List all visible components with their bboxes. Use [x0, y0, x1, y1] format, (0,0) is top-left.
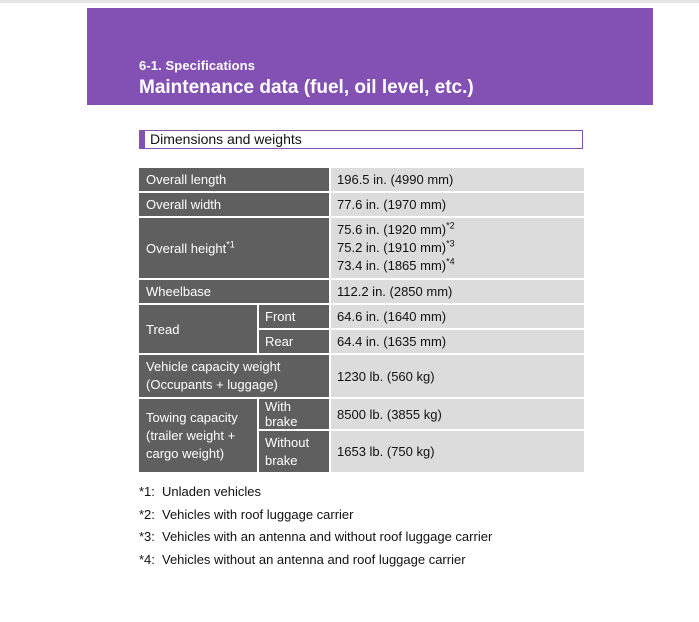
row-label-overall-width: Overall width	[139, 193, 331, 218]
footnote-mark: *2:	[139, 506, 155, 522]
dimensions-table	[139, 168, 584, 474]
footnote-text: Vehicles without an antenna and roof luggage carrier	[162, 551, 466, 567]
value-overall-width: 77.6 in. (1970 mm)	[331, 193, 584, 218]
row-label-towing-capacity: Towing capacity (trailer weight + cargo weight)	[139, 399, 259, 474]
row-label-overall-length: Overall length	[139, 168, 331, 193]
table-row	[139, 280, 584, 305]
sub-label-with-brake: With brake	[259, 399, 331, 431]
page-title: Maintenance data (fuel, oil level, etc.)	[139, 77, 474, 98]
value-with-brake: 8500 lb. (3855 kg)	[331, 399, 584, 431]
row-label-wheelbase: Wheelbase	[139, 280, 331, 305]
table-row	[139, 305, 584, 330]
section-heading: Dimensions and weights	[139, 130, 583, 149]
footnote-text: Unladen vehicles	[162, 484, 262, 499]
footnotes	[139, 484, 492, 574]
footnote-item	[139, 484, 492, 507]
table-row	[139, 218, 584, 280]
height-value-line: 75.6 in. (1920 mm)$^{*2}$	[337, 220, 455, 237]
sub-label-without-brake: Without brake	[259, 431, 331, 474]
footnote-ref: *4	[446, 256, 455, 267]
row-label-vehicle-capacity: Vehicle capacity weight (Occupants + luggage)	[139, 355, 331, 399]
value-overall-height	[331, 218, 584, 280]
footnote-mark: *3:	[139, 529, 155, 544]
chapter-header	[87, 8, 653, 105]
footnote-mark: *4:	[139, 551, 155, 567]
page-top-border	[0, 0, 699, 3]
footnote-item	[139, 529, 492, 552]
footnote-item	[139, 552, 492, 575]
footnote-mark: *1:	[139, 484, 155, 499]
footnote-item	[139, 507, 492, 530]
value-wheelbase: 112.2 in. (2850 mm)	[331, 280, 584, 305]
sub-label-rear: Rear	[259, 330, 331, 355]
height-value-line: 73.4 in. (1865 mm)$^{*4}$	[337, 256, 455, 273]
footnote-ref: *1	[226, 239, 235, 250]
table-row	[139, 399, 584, 431]
value-without-brake: 1653 lb. (750 kg)	[331, 431, 584, 474]
table-row	[139, 355, 584, 399]
sub-label-front: Front	[259, 305, 331, 330]
table-row	[139, 168, 584, 193]
footnote-ref: *2	[446, 220, 455, 231]
footnote-text: Vehicles with an antenna and without roof luggage carrier	[162, 529, 493, 544]
section-number: 6-1. Specifications	[139, 58, 256, 73]
overall-height-label: Overall height	[146, 240, 227, 256]
row-label-tread: Tread	[139, 305, 259, 355]
value-vehicle-capacity: 1230 lb. (560 kg)	[331, 355, 584, 399]
footnote-ref: *3	[446, 238, 455, 249]
height-value-line: 75.2 in. (1910 mm)$^{*3}$	[337, 238, 455, 255]
value-tread-rear: 64.4 in. (1635 mm)	[331, 330, 584, 355]
value-overall-length: 196.5 in. (4990 mm)	[331, 168, 584, 193]
value-tread-front: 64.6 in. (1640 mm)	[331, 305, 584, 330]
table-row	[139, 193, 584, 218]
row-label-overall-height	[139, 218, 331, 280]
footnote-text: Vehicles with roof luggage carrier	[162, 506, 354, 522]
